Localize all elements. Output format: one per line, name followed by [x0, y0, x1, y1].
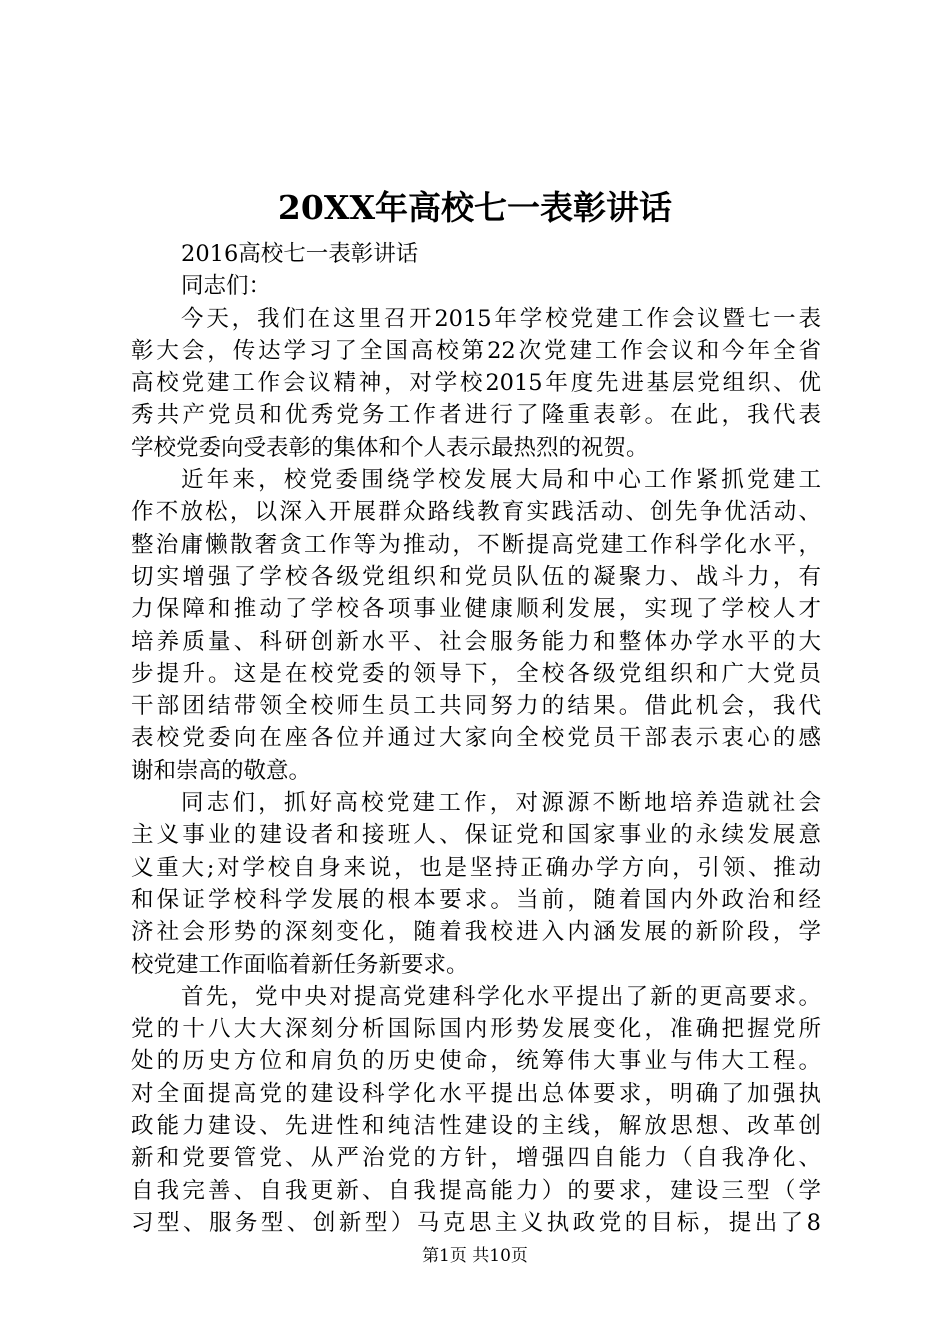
- body-line: 谢和崇高的敬意。: [131, 757, 312, 784]
- body-line: 切实增强了学校各级党组织和党员队伍的凝聚力、战斗力，有: [131, 563, 821, 590]
- body-line: 整治庸懒散奢贪工作等为推动，不断提高党建工作科学化水平，: [131, 531, 821, 558]
- body-line: 党的十八大大深刻分析国际国内形势发展变化，准确把握党所: [131, 1016, 821, 1043]
- body-line: 秀共产党员和优秀党务工作者进行了隆重表彰。在此，我代表: [131, 402, 821, 429]
- body-line: 对全面提高党的建设科学化水平提出总体要求，明确了加强执: [131, 1080, 821, 1107]
- body-line: 义重大;对学校自身来说，也是坚持正确办学方向，引领、推动: [131, 854, 821, 881]
- body-line: 新和党要管党、从严治党的方针，增强四自能力（自我净化、: [131, 1145, 821, 1172]
- body-line: 作不放松，以深入开展群众路线教育实践活动、创先争优活动、: [131, 499, 821, 526]
- body-line: 处的历史方位和肩负的历史使命，统筹伟大事业与伟大工程。: [131, 1048, 821, 1075]
- body-line: 主义事业的建设者和接班人、保证党和国家事业的永续发展意: [131, 822, 821, 849]
- page-footer: 第1页 共10页: [422, 1246, 528, 1266]
- document-body: [131, 238, 821, 1239]
- body-line: 同志们，抓好高校党建工作，对源源不断地培养造就社会: [181, 790, 821, 817]
- body-line: 同志们：: [181, 273, 272, 300]
- body-line: 和保证学校科学发展的根本要求。当前，随着国内外政治和经: [131, 886, 821, 913]
- body-line: 彰大会，传达学习了全国高校第22次党建工作会议和今年全省: [131, 337, 821, 364]
- body-line: 2016高校七一表彰讲话: [181, 241, 419, 267]
- body-line: 校党建工作面临着新任务新要求。: [131, 951, 469, 978]
- body-line: 学校党委向受表彰的集体和个人表示最热烈的祝贺。: [131, 434, 649, 461]
- body-line: 近年来，校党委围绕学校发展大局和中心工作紧抓党建工: [181, 467, 821, 494]
- body-line: 培养质量、科研创新水平、社会服务能力和整体办学水平的大: [131, 628, 821, 655]
- body-line: 干部团结带领全校师生员工共同努力的结果。借此机会，我代: [131, 693, 821, 720]
- body-line: 今天，我们在这里召开2015年学校党建工作会议暨七一表: [181, 305, 821, 332]
- body-line: 济社会形势的深刻变化，随着我校进入内涵发展的新阶段，学: [131, 919, 821, 946]
- body-line: 表校党委向在座各位并通过大家向全校党员干部表示衷心的感: [131, 725, 821, 752]
- body-line: 自我完善、自我更新、自我提高能力）的要求，建设三型（学: [131, 1177, 821, 1204]
- body-line: 高校党建工作会议精神，对学校2015年度先进基层党组织、优: [131, 370, 821, 397]
- body-line: 习型、服务型、创新型）马克思主义执政党的目标，提出了8: [131, 1209, 821, 1236]
- body-line: 首先，党中央对提高党建科学化水平提出了新的更高要求。: [181, 983, 821, 1010]
- document-title: 20XX年高校七一表彰讲话: [277, 188, 673, 227]
- body-line: 步提升。这是在校党委的领导下，全校各级党组织和广大党员: [131, 660, 821, 687]
- body-line: 政能力建设、先进性和纯洁性建设的主线，解放思想、改革创: [131, 1113, 821, 1140]
- body-line: 力保障和推动了学校各项事业健康顺利发展，实现了学校人才: [131, 596, 821, 623]
